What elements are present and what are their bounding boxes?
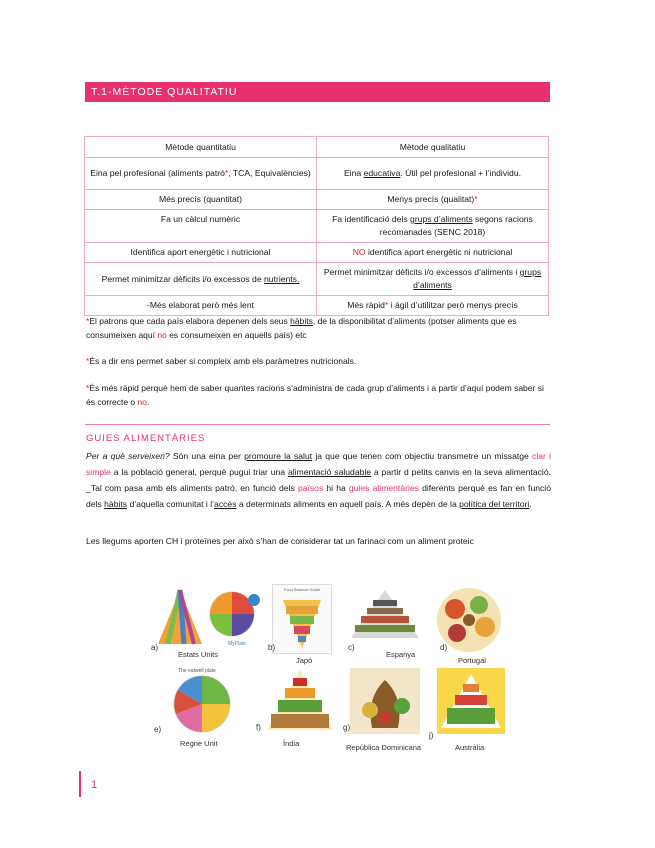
- comparison-table: [84, 136, 549, 316]
- table-cell: Menys precís (qualitat)*: [317, 190, 549, 210]
- figure-letter: g): [343, 723, 351, 732]
- legumes-paragraph: Les llegums aporten CH i proteïnes per això s’han de considerar tat un farinaci com un aliment proteic: [86, 536, 474, 546]
- note-2: *És a dir ens permet saber si compleix amb els paràmetres nutricionals.: [86, 356, 357, 366]
- figure-letter: a): [151, 643, 159, 652]
- table-head-cell: Mètode qualitatiu: [317, 137, 549, 158]
- table-cell: Eina pel profesional (aliments patró*, TCA, Equivalències): [85, 158, 317, 190]
- japan-guide-image: [272, 584, 332, 654]
- table-cell: Permet minimitzar dèficits i/o excessos de nutrients.: [85, 263, 317, 296]
- figure-letter: b): [268, 643, 276, 652]
- table-cell: Més precís (quantitat): [85, 190, 317, 210]
- figure-label: Regne Unit: [180, 739, 218, 748]
- figure-letter: j): [429, 731, 434, 740]
- figure-label: Austràlia: [455, 743, 485, 752]
- section-header: [85, 82, 550, 102]
- section-header-title: T.1-MÈTODE QUALITATIU: [91, 86, 238, 98]
- table-header-row: [85, 137, 549, 158]
- note-1: *El patrons que cada país elabora depenen dels seus hàbits, de la disponibilitat d’aliments (potser aliments que es consumeixen aquí no es consumeixen en aquells país) etc: [86, 316, 517, 340]
- dominican-guide-image: [350, 668, 420, 739]
- spain-guide-image: [347, 588, 423, 645]
- usa-guide-image: [150, 586, 260, 655]
- figure-label: República Dominicana: [346, 743, 422, 752]
- uk-sub: The eatwell plate: [178, 668, 216, 674]
- figure-label: Índia: [283, 739, 300, 748]
- table-cell: Identifica aport energètic i nutricional: [85, 243, 317, 263]
- table-row: [85, 296, 549, 316]
- page-number: 1: [91, 779, 98, 791]
- table-row: [85, 210, 549, 243]
- figure-letter: c): [348, 643, 355, 652]
- page-number-bar: [79, 771, 81, 797]
- australia-guide-image: [437, 668, 505, 739]
- figure-label: Japó: [296, 656, 313, 665]
- figure-label: Espanya: [386, 650, 416, 659]
- figure-letter: d): [440, 643, 448, 652]
- table-cell: -Més elaborat però més lent: [85, 296, 317, 316]
- section-title: GUIES ALIMENTÀRIES: [86, 433, 206, 444]
- table-row: [85, 263, 549, 296]
- japan-sub: Food Balance Guide: [283, 587, 321, 592]
- table-head-cell: Mètode quantitatiu: [85, 137, 317, 158]
- table-cell: Permet minimitzar dèficits i/o excessos d’aliments i grups d’aliments: [317, 263, 549, 296]
- table-cell: Fa un càlcul numèric: [85, 210, 317, 243]
- divider: [85, 424, 550, 425]
- uk-guide-image: [164, 668, 240, 739]
- table-cell: Més ràpid* i àgil d’utilitzar però menys precís: [317, 296, 549, 316]
- note-3: *És més ràpid perquè hem de saber quantes racions s’administra de cada grup d’aliments i a partir d’aquí podem saber si és correcte o no.: [86, 383, 544, 407]
- guides-paragraph: Per a què serveixen? Són una eina per promoure la salut ja que que tenen com objectiu transmetre un missatge clar i simple a la població general, perquè pugui triar una alimentació saludable a partir d petits canvis en la seva alimentació. _Tal com pasa amb els aliments patró, en funció dels països hi ha guies alimentàries diferents perquè es fan en funció dels hàbits d’aquella comunitat i l’accés a determinats aliments en aquell país. A més depèn de la política del territori.: [86, 451, 552, 509]
- table-row: [85, 243, 549, 263]
- india-guide-image: [265, 668, 335, 737]
- table-cell: Eina educativa. Útil pel profesional + l’individu.: [317, 158, 549, 190]
- table-cell: Fa identificació dels grups d’aliments segons racions recomanades (SENC 2018): [317, 210, 549, 243]
- table-row: [85, 158, 549, 190]
- figure-label: Portugal: [458, 656, 486, 665]
- usa-sub: MyPlate: [228, 641, 247, 647]
- figure-label: Estats Units: [178, 650, 219, 659]
- figure-letter: e): [154, 725, 162, 734]
- figure-letter: f): [256, 723, 261, 732]
- table-row: [85, 190, 549, 210]
- table-cell: NO identifica aport energètic ni nutricional: [317, 243, 549, 263]
